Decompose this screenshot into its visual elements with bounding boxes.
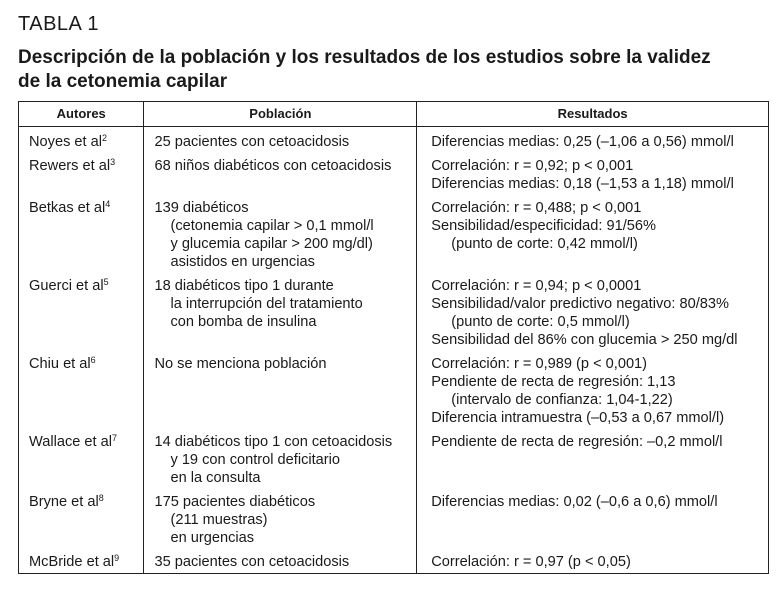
results-cell: Diferencias medias: 0,25 (–1,06 a 0,56) mmol/l (417, 127, 769, 152)
table-row (19, 427, 769, 487)
table-row (19, 487, 769, 547)
population-cell: No se menciona población (144, 349, 417, 427)
table-row (19, 349, 769, 427)
reference-number: 2 (102, 133, 108, 143)
table-label: TABLA 1 (18, 13, 99, 35)
reference-number: 7 (112, 433, 118, 443)
header-results: Resultados (417, 102, 769, 127)
author-cell: Betkas et $al^4$ (19, 193, 144, 271)
reference-number: 4 (105, 199, 111, 209)
table-row (19, 151, 769, 193)
table-row (19, 127, 769, 152)
results-cell: Correlación: r = 0,94; p < 0,0001 Sensibilidad/valor predictivo negativo: 80/83% (punto de corte: 0,5 mmol/l) Sensibilidad del 86% con glucemia > 250 mg/dl (417, 271, 769, 349)
results-cell: Correlación: r = 0,488; p < 0,001 Sensibilidad/especificidad: 91/56% (punto de corte: 0,42 mmol/l) (417, 193, 769, 271)
author-cell: McBride et $al^9$ (19, 547, 144, 574)
reference-number: 5 (103, 277, 109, 287)
header-population: Población (144, 102, 417, 127)
population-cell: 18 diabéticos tipo 1 durante la interrupción del tratamiento con bomba de insulina (144, 271, 417, 349)
table-row (19, 271, 769, 349)
author-cell: Noyes et $al^2$ (19, 127, 144, 152)
author-cell: Chiu et $al^6$ (19, 349, 144, 427)
results-cell: Pendiente de recta de regresión: –0,2 mmol/l (417, 427, 769, 487)
population-cell: 14 diabéticos tipo 1 con cetoacidosis y 19 con control deficitario en la consulta (144, 427, 417, 487)
studies-table (18, 101, 769, 574)
table-row (19, 547, 769, 574)
table-row (19, 193, 769, 271)
table-title (18, 46, 758, 94)
results-cell: Correlación: r = 0,97 (p < 0,05) (417, 547, 769, 574)
reference-number: 6 (90, 355, 96, 365)
reference-number: 9 (114, 553, 120, 563)
population-cell: 25 pacientes con cetoacidosis (144, 127, 417, 152)
population-cell: 175 pacientes diabéticos (211 muestras) en urgencias (144, 487, 417, 547)
author-cell: Guerci et $al^5$ (19, 271, 144, 349)
title-line: de la cetonemia capilar (18, 71, 228, 92)
reference-number: 8 (98, 493, 104, 503)
reference-number: 3 (110, 157, 116, 167)
results-cell: Diferencias medias: 0,02 (–0,6 a 0,6) mmol/l (417, 487, 769, 547)
population-cell: 68 niños diabéticos con cetoacidosis (144, 151, 417, 193)
author-cell: Bryne et $al^8$ (19, 487, 144, 547)
results-cell: Correlación: r = 0,92; p < 0,001 Diferencias medias: 0,18 (–1,53 a 1,18) mmol/l (417, 151, 769, 193)
header-authors: Autores (19, 102, 144, 127)
author-cell: Rewers et $al^3$ (19, 151, 144, 193)
results-cell: Correlación: r = 0,989 (p < 0,001) Pendiente de recta de regresión: 1,13 (intervalo de confianza: 1,04-1,22) Diferencia intramuestra (–0,53 a 0,67 mmol/l) (417, 349, 769, 427)
population-cell: 139 diabéticos (cetonemia capilar > 0,1 mmol/l y glucemia capilar > 200 mg/dl) asistidos en urgencias (144, 193, 417, 271)
title-line: Descripción de la población y los resultados de los estudios sobre la validez (18, 47, 711, 68)
population-cell: 35 pacientes con cetoacidosis (144, 547, 417, 574)
author-cell: Wallace et $al^7$ (19, 427, 144, 487)
header-row (19, 102, 769, 127)
